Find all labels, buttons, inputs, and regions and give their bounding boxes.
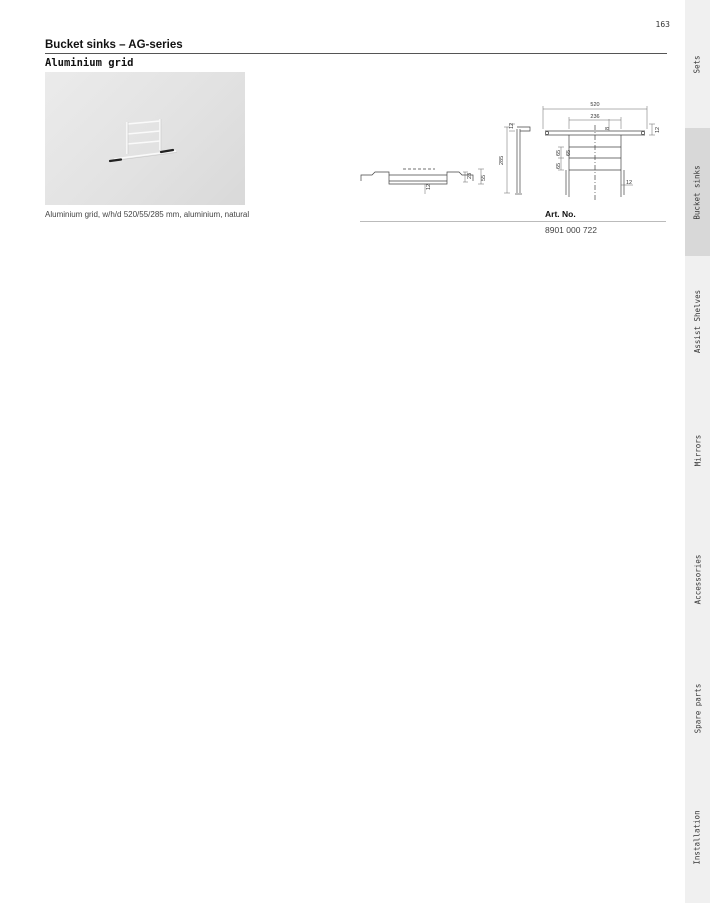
dim-236: 236 — [590, 114, 600, 120]
sidebar-tab-label: Assist Shelves — [693, 289, 702, 353]
art-no-divider — [360, 221, 666, 222]
section-sidebar — [685, 0, 710, 903]
sidebar-tab-label: Bucket sinks — [693, 164, 702, 220]
sidebar-tab-label: Mirrors — [693, 434, 703, 466]
dim-12-top: 12 — [509, 122, 515, 129]
product-caption: Aluminium grid, w/h/d 520/55/285 mm, aluminium, natural — [45, 210, 250, 219]
side-profile-view — [515, 127, 530, 194]
sidebar-tab-label: Sets — [693, 54, 702, 74]
page-number: 163 — [655, 20, 670, 29]
art-no-value: 8901 000 722 — [545, 225, 597, 235]
sidebar-tab-bucket-sinks[interactable] — [685, 128, 710, 256]
dim-65-b: 65 — [566, 149, 572, 156]
product-photo — [45, 72, 245, 205]
sidebar-tab-installation[interactable] — [685, 773, 710, 901]
sidebar-tab-label: Installation — [693, 809, 702, 865]
dim-65-a: 65 — [556, 149, 562, 156]
dim-285: 285 — [499, 155, 505, 165]
dim-23: 23 — [467, 172, 473, 179]
title-divider — [45, 53, 667, 54]
dim-12-right: 12 — [655, 126, 661, 133]
sidebar-tab-label: Spare parts — [693, 683, 703, 733]
sidebar-tab-sets[interactable] — [685, 0, 710, 128]
sidebar-tab-spare-parts[interactable] — [685, 644, 710, 772]
sidebar-tab-mirrors[interactable] — [685, 386, 710, 514]
technical-drawing — [355, 95, 675, 205]
product-title: Aluminium grid — [45, 57, 134, 69]
dim-12-front: 12 — [626, 180, 633, 186]
front-profile-view — [361, 169, 473, 184]
dim-8: 8 — [605, 126, 611, 130]
art-no-label: Art. No. — [545, 209, 576, 219]
dim-520: 520 — [590, 102, 600, 108]
sidebar-tab-accessories[interactable] — [685, 515, 710, 643]
sidebar-tab-assist-shelves[interactable] — [685, 257, 710, 385]
section-title: Bucket sinks – AG-series — [45, 39, 183, 51]
dim-65-c: 65 — [556, 162, 562, 169]
sidebar-tab-label: Accessories — [693, 554, 703, 604]
dim-12-profile: 12 — [426, 183, 432, 190]
aluminium-grid-photo — [45, 72, 245, 205]
dim-55: 55 — [481, 174, 487, 181]
